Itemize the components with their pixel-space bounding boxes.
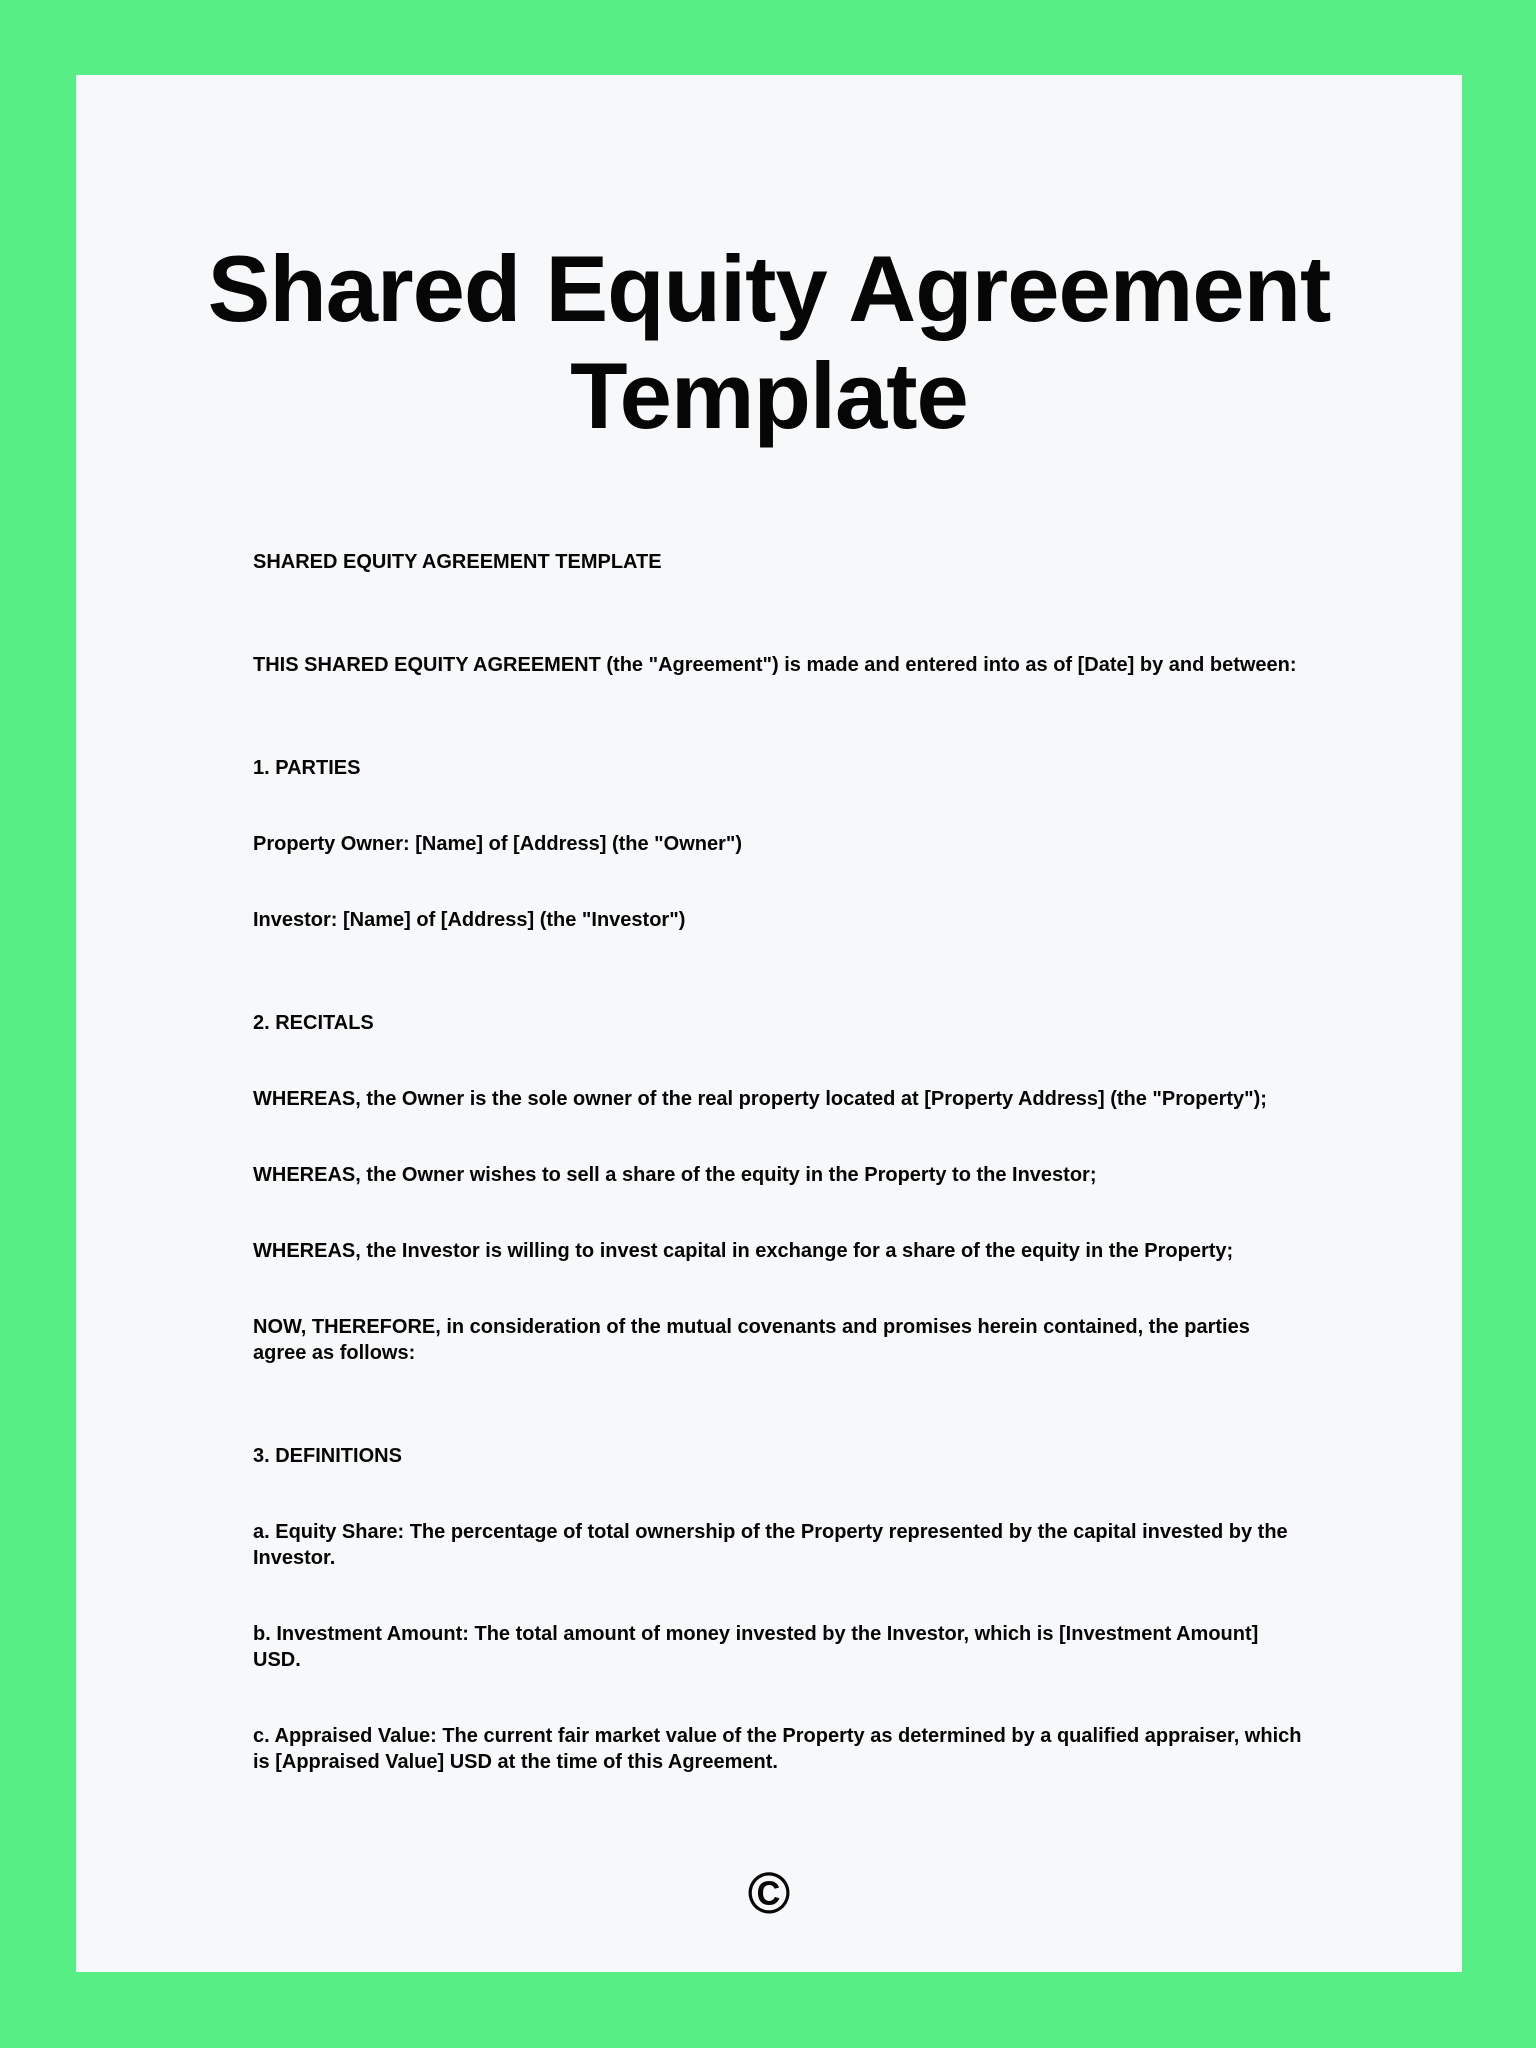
paragraph-investor: Investor: [Name] of [Address] (the "Investor") <box>253 909 686 931</box>
section-heading-definitions: 3. DEFINITIONS <box>253 1445 402 1467</box>
paragraph-whereas-owner-sole: WHEREAS, the Owner is the sole owner of the real property located at [Property Address] (the "Property"); <box>253 1088 1267 1110</box>
section-heading-parties: 1. PARTIES <box>253 757 361 779</box>
paragraph-property-owner: Property Owner: [Name] of [Address] (the "Owner") <box>253 833 743 855</box>
document-page <box>76 75 1462 1972</box>
paragraph-definition-equity-share: a. Equity Share: The percentage of total ownership of the Property represented by the capital invested by the Investor. <box>253 1521 1288 1569</box>
paragraph-definition-investment-amount: b. Investment Amount: The total amount of money invested by the Investor, which is [Investment Amount] USD. <box>253 1623 1259 1671</box>
paragraph-now-therefore: NOW, THEREFORE, in consideration of the mutual covenants and promises herein contained, the parties agree as follows: <box>253 1316 1250 1364</box>
paragraph-whereas-owner-wishes: WHEREAS, the Owner wishes to sell a share of the equity in the Property to the Investor; <box>253 1164 1097 1186</box>
copyright-icon: © <box>747 1861 791 1926</box>
page-title: Shared Equity Agreement Template <box>207 236 1331 448</box>
intro-paragraph: THIS SHARED EQUITY AGREEMENT (the "Agreement") is made and entered into as of [Date] by and between: <box>253 654 1297 676</box>
paragraph-definition-appraised-value: c. Appraised Value: The current fair market value of the Property as determined by a qualified appraiser, which is [Appraised Value] USD at the time of this Agreement. <box>253 1725 1302 1773</box>
document-body <box>253 549 1302 1775</box>
section-heading-recitals: 2. RECITALS <box>253 1012 374 1034</box>
document-heading: SHARED EQUITY AGREEMENT TEMPLATE <box>253 551 662 573</box>
paragraph-whereas-investor-willing: WHEREAS, the Investor is willing to invest capital in exchange for a share of the equity in the Property; <box>253 1240 1234 1262</box>
